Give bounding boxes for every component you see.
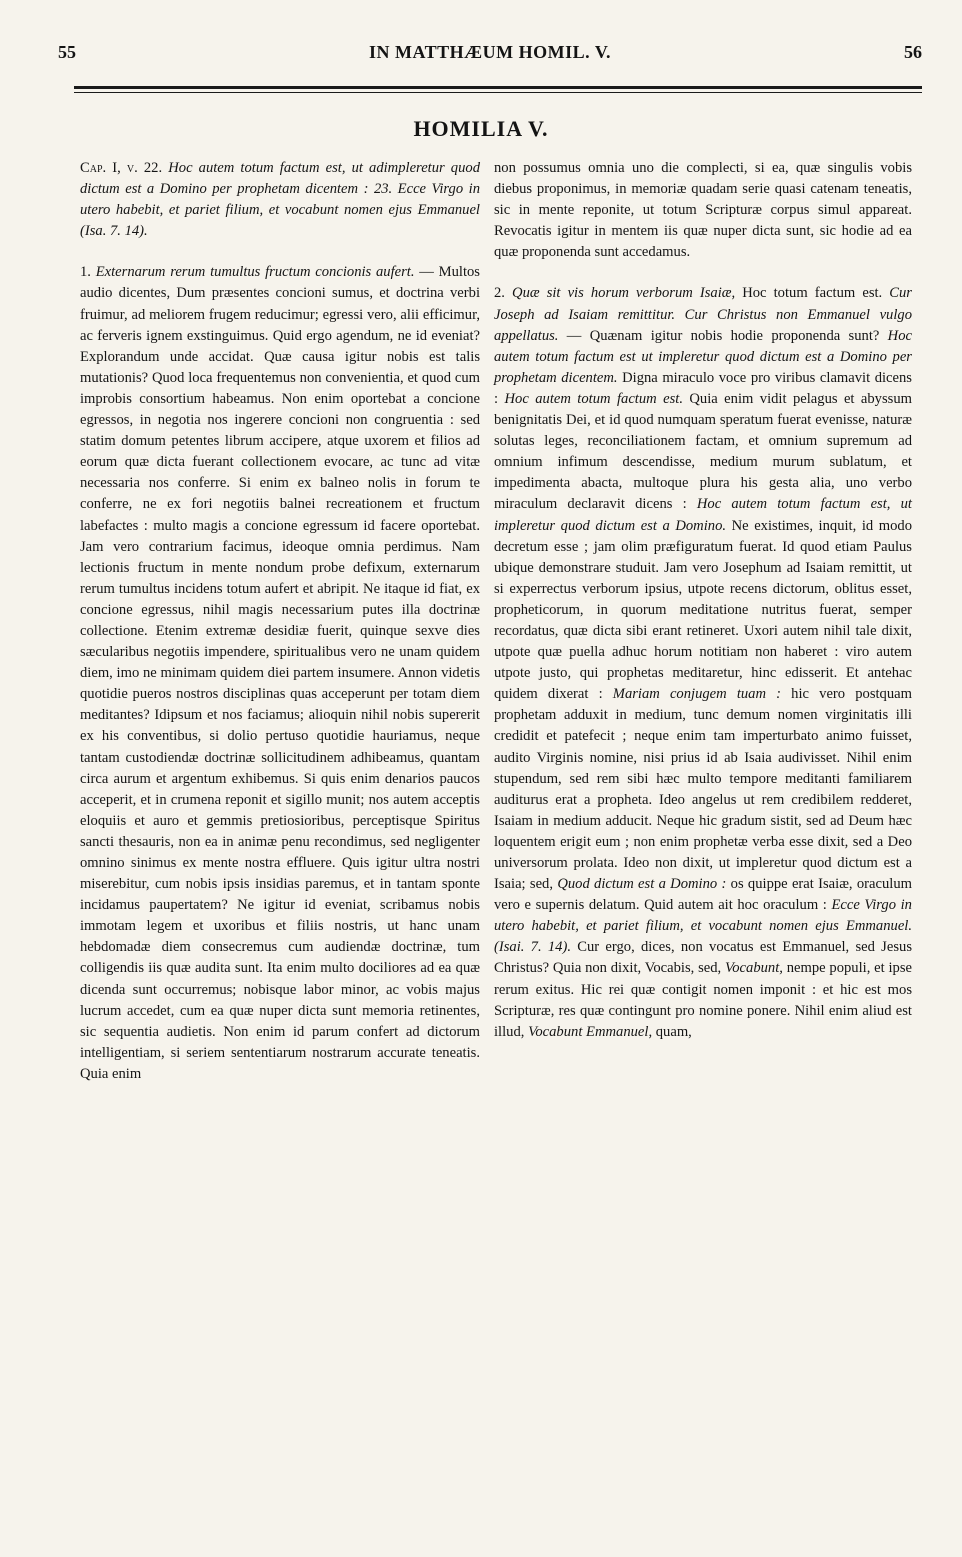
verse-paragraph	[80, 158, 480, 242]
section-2-text-5: Ne existimes, inquit, id modo decretum esse ; jam olim præfiguratum fuerat. Id quod etiam Paulus ubique demonstrare studuit. Jam vero Josephum ad Isaiam remittit, ut si experrectus verborum ipsius, utpote recens dictorum, oblitus esset, propheticorum, in quorum meditatione nutritus fuerat, semper recordatus, quæ dicta sibi erant retineret. Uxori autem nihil tale dixit, utpote quæ puella adhuc horum notitiam non haberet : viro autem utpote justo, qui prophetas meditaretur, hinc edisserit. Et antehac quidem dixerat :	[494, 517, 912, 703]
section-2-number: 2.	[494, 285, 505, 302]
homily-title: HOMILIA V.	[413, 116, 549, 141]
page-number-right: 56	[904, 42, 922, 62]
section-2-text-6: hic vero postquam prophetam adduxit in medium, tunc demum nomen virginitatis illi credidit et patefecit ; neque enim tam imperturbato animo fuisset, audito Virginis nomine, nisi prius id ab Isaia audivisset. Nihil enim stupendum, sed rem sibi hæc multo tempore meditanti familiarem auditurus erat a propheta. Ideo angelus ut rem credibilem redderet, Isaiam in medium adducit. Neque hic gradum sistit, sed ad Deum hæc loquentem erigit eum ; non enim prophetæ verba esse dixit, sed a Deo universorum prolata. Ideo non dixit, ut impleretur quod dictum est a Isaia; sed,	[494, 686, 912, 893]
quote-5: Quod dictum est a Domino :	[557, 876, 727, 893]
quote-6: Ecce Virgo in utero habebit, et pariet filium, et vocabunt nomen ejus Emmanuel. (Isai. 7. 14).	[494, 897, 912, 956]
section-2-heading-1: Quæ sit vis horum verborum Isaiæ,	[512, 285, 736, 302]
section-2-text-9: nempe populi, et ipse rerum exitus. Hic rei quæ contigit nomen imponit : et hic est mos Scripturæ, res quæ contingunt pro nomine ponere. Nihil enim aliud est illud,	[494, 960, 912, 1040]
quote-8: Vocabunt Emmanuel,	[528, 1023, 653, 1040]
section-2-text-4: Quia enim vidit pelagus et abyssum benignitatis Dei, et id quod numquam speratum fuerat evenisse, naturæ solutas leges, reconciliationem factam, et omnium supremum ad omnium infimum descendisse, medium murum sublatum, et impedimenta abacta, multoque plura his gesta alia, uno verbo miraculum declaravit dicens :	[494, 390, 912, 513]
verse-text: Hoc autem totum factum est, ut adimpleretur quod dictum est a Domino per prophetam dicentem : 23. Ecce Virgo in utero habebit, et pariet filium, et vocabunt nomen ejus Emmanuel (Isa. 7. 14).	[80, 160, 480, 240]
running-title: IN MATTHÆUM HOMIL. V.	[368, 42, 611, 62]
page-number-left: 55	[58, 42, 76, 62]
spacer	[80, 242, 480, 262]
running-head	[58, 40, 922, 70]
quote-1: Hoc autem totum factum est ut impleretur quod dictum est a Domino per prophetam dicentem.	[494, 327, 912, 386]
section-2-text-7: os quippe erat Isaiæ, oraculum vero e supernis delatum. Quid autem ait hoc oraculum :	[494, 876, 912, 914]
section-1-text: — Multos audio dicentes, Dum præsentes concioni sumus, et doctrina verbi fruimur, ad meliorem frugem reducimur; egressi vero, alii efficimur, ac ferveris ignem exstinguimus. Quid ergo agendum, ne id eveniat? Explorandum unde accidat. Quæ causa igitur nobis est talis mutationis? Quod loca frequentemus non convenientia, et quod cum improbis consortium habeamus. Non enim oportebat a concione egressos, in negotia nos ingerere concioni non congruentia : sed statim domum petentes librum accipere, atque uxorem et filios ad eorum quæ dicta fuerant collectionem evocare, ac tunc ad vitæ necessaria nos conferre. Si enim ex balneo nolis in forum te conferre, ne ex fori negotiis balnei recreationem et fructum labefactes : multo magis a concione egressum id facere oportebat. Jam vero contrarium facimus, ideoque omnia perdimus. Nam lectionis fructum in mente nondum probe defixum, externarum rerum tumultus incidens totum aufert et abripit. Ne itaque id fiat, ex concione egressus, nihil magis necessarium putes illa doctrinæ collectione. Etenim extremæ desidiæ fuerit, quinque sexve dies sæcularibus negotiis impendere, spiritualibus vero ne unam quidem diem, imo ne minimam quidem diei partem insumere. Annon videtis quotidie pueros nostros disciplinas quas acceperunt per totam diem meditantes? Idipsum et nos faciamus; alioquin nihil nobis supererit ex his conventibus, si dolio pertuso quotidie hauriamus, neque tantam custodiendæ doctrinæ sollicitudinem adhibeamus, quantam circa aurum et argentum exhibemus. Si quis enim denarios paucos acceperit, et in crumena reponit et sigillo munit; nos autem acceptis eloquiis et auro et gemmis pretiosioribus, perceptisque Spiritus sancti thesauris, non ea in animæ penu recondimus, sed negligenter omnino sinimus ex mente nostra effluere. Quis igitur ultra nostri miserebitur, cum nobis ipsis insidias paremus, et in tantam sponte incidamus paupertatem? Ne igitur id eveniat, scribamus nobis immotam legem et uxoribus et filiis nostris, ut hanc unam hebdomadæ diem consecremus cum audiendæ doctrinæ, tum colligendis iis quæ audita sunt. Ita enim multo dociliores ad ea quæ dicenda sunt occurremus; nobisque labor minor, ac vobis majus lucrum accedet, cum ea quæ nuper dicta sunt memoria retinentes, sic sequentia audietis. Non enim id parum confert ad dictorum intelligentiam, si seriem sententiarum nostrarum accurate teneatis. Quia enim	[80, 264, 480, 1082]
section-1	[80, 262, 480, 1085]
section-2-text-1: Hoc totum factum est.	[735, 285, 890, 302]
header-rule-thick	[74, 86, 922, 89]
chapter-reference: Cap. I, v. 22.	[80, 160, 163, 176]
section-2-heading-2: Cur Joseph ad Isaiam remittitur. Cur Christus non Emmanuel vulgo appellatus.	[494, 285, 912, 344]
quote-2: Hoc autem totum factum est.	[504, 390, 683, 407]
left-column	[80, 158, 480, 1085]
section-2-text-3: Digna miraculo voce pro viribus clamavit dicens :	[494, 369, 912, 407]
continuation-paragraph: non possumus omnia uno die complecti, si ea, quæ singulis vobis diebus proponimus, in memoriæ quadam serie quasi catenam teneatis, sic in mente reponite, ut totum Scripturæ corpus simul appareat. Revocatis igitur in mentem iis quæ nuper dicta sunt, sic hodie ad ea quæ proponenda sunt accedamus.	[494, 160, 912, 261]
quote-4: Mariam conjugem tuam :	[612, 686, 782, 703]
header-rule-thin	[74, 92, 922, 93]
quote-3: Hoc autem totum factum est, ut impleretur quod dictum est a Domino.	[494, 496, 912, 534]
section-1-number: 1.	[80, 264, 91, 281]
section-2-text-10: quam,	[652, 1023, 692, 1040]
section-2-text-2: — Quænam igitur nobis hodie proponenda sunt?	[558, 327, 888, 344]
quote-7: Vocabunt,	[724, 960, 783, 977]
section-2-text-8: Cur ergo, dices, non vocatus est Emmanuel, sed Jesus Christus? Quia non dixit, Vocabis, sed,	[494, 939, 912, 977]
section-2	[494, 283, 912, 1042]
right-column	[494, 158, 912, 1043]
section-1-heading: Externarum rerum tumultus fructum concionis aufert.	[95, 264, 415, 281]
spacer	[494, 263, 912, 283]
